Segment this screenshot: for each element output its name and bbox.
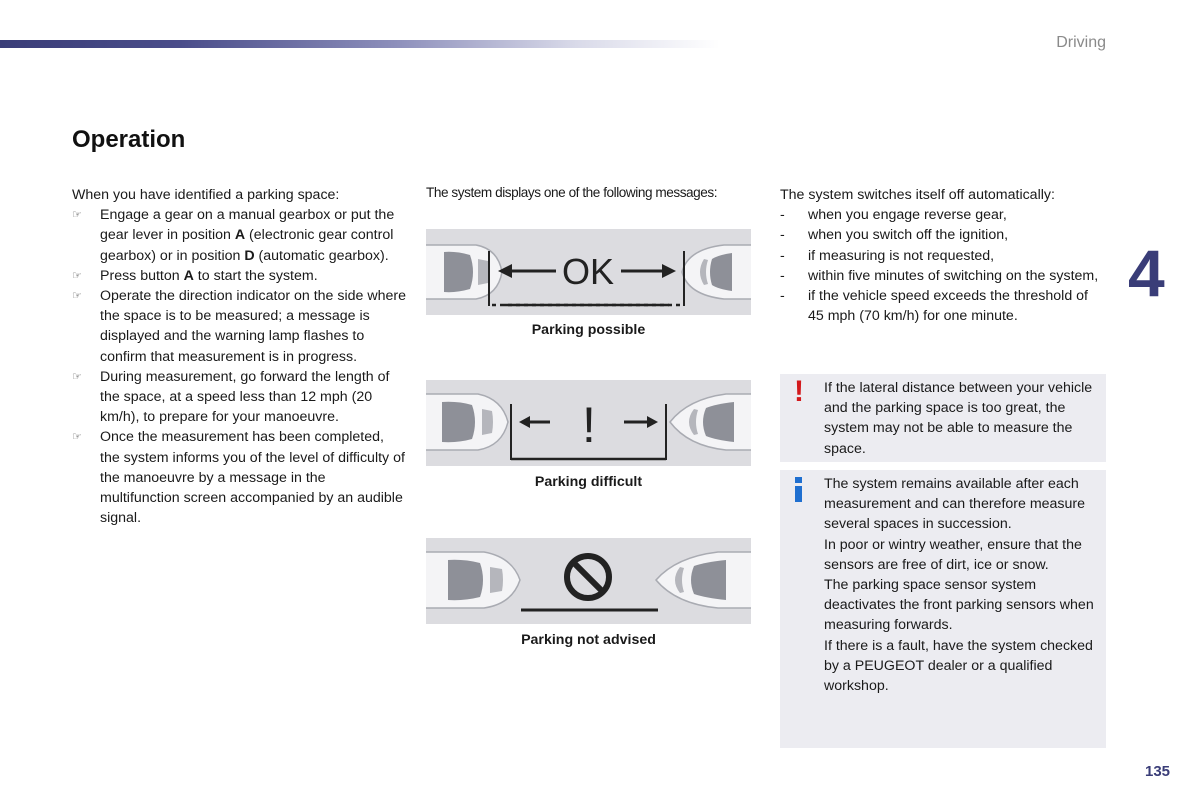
exclamation-symbol: ! [582, 397, 596, 453]
list-item [72, 367, 407, 428]
item-text: Engage a gear on a manual gearbox or put the gear lever in position [100, 207, 395, 244]
item-text: if the vehicle speed exceeds the threshold of 45 mph (70 km/h) for one minute. [808, 288, 1088, 325]
item-text: Operate the direction indicator on the side where the space is to be measured; a message is displayed and the warning lamp flashes to confirm that measurement is in progress. [100, 288, 407, 365]
instructions-intro: When you have identified a parking space: [72, 187, 340, 203]
parking-not-advised-caption: Parking not advised [521, 632, 656, 648]
parked-car-rear-icon [426, 552, 520, 608]
pointing-hand-icon: ☞ [72, 209, 82, 222]
parking-possible-diagram [426, 229, 751, 315]
parking-possible-caption: Parking possible [531, 322, 646, 338]
item-text: During measurement, go forward the length of the space, at a speed less than 12 mph (20 km/h), to prepare for your manoeuvre. [100, 368, 390, 426]
info-text: In poor or wintry weather, ensure that the sensors are free of dirt, ice or snow. [824, 536, 1082, 573]
parked-car-front-icon [656, 552, 751, 608]
position-label: D [244, 247, 255, 264]
pointing-hand-icon: ☞ [72, 290, 82, 303]
parked-car-rear-icon [426, 394, 508, 450]
button-label: A [183, 267, 194, 284]
list-item [780, 205, 1105, 225]
parking-difficult-diagram [426, 380, 751, 466]
item-text: Press button [100, 267, 184, 284]
item-text: when you switch off the ignition, [808, 227, 1009, 244]
pointing-hand-icon: ☞ [72, 269, 82, 282]
prohibited-icon [567, 556, 609, 598]
item-text: (electronic gear control gearbox) or in position [100, 227, 394, 264]
dash-marker: - [780, 207, 785, 224]
dash-marker: - [780, 227, 785, 244]
dash-marker: - [780, 288, 785, 305]
header-gradient-bar [0, 40, 720, 48]
dash-marker: - [780, 247, 785, 264]
parking-difficult-caption: Parking difficult [534, 474, 643, 490]
warning-icon: ! [794, 375, 804, 408]
page-title: Operation [72, 126, 186, 153]
item-text: (automatic gearbox). [254, 247, 389, 264]
pointing-hand-icon: ☞ [72, 370, 82, 383]
position-label: A [234, 227, 246, 244]
item-text: within five minutes of switching on the system, [808, 267, 1099, 284]
instructions-list [72, 205, 407, 528]
pointing-hand-icon: ☞ [72, 431, 82, 444]
list-item [780, 246, 1105, 266]
info-text: The parking space sensor system deactivates the front parking sensors when measuring forwards. [824, 577, 1094, 634]
info-icon [795, 477, 803, 502]
page-number: 135 [1145, 763, 1171, 780]
parking-not-advised-diagram [426, 538, 751, 624]
list-item [72, 427, 407, 528]
auto-off-intro: The system switches itself off automatically: [780, 187, 1055, 203]
item-text: if measuring is not requested, [808, 247, 995, 264]
chapter-number: 4 [1128, 236, 1163, 310]
list-item [780, 266, 1105, 286]
list-item [72, 205, 407, 266]
list-item [780, 225, 1105, 245]
auto-off-column [780, 185, 1105, 326]
warning-text: If the lateral distance between your vehicle and the parking space is too great, the system may not be able to measure the space. [824, 380, 1093, 457]
info-text: The system remains available after each measurement and can therefore measure several spaces in succession. [824, 476, 1086, 533]
item-text: to start the system. [193, 267, 318, 284]
parked-car-front-icon [682, 245, 751, 299]
list-item [780, 286, 1105, 326]
info-note [780, 470, 1106, 748]
item-text: when you engage reverse gear, [808, 207, 1007, 224]
ok-symbol: OK [561, 251, 615, 292]
warning-note [780, 374, 1106, 462]
auto-off-list [780, 205, 1105, 326]
list-item [72, 266, 407, 286]
messages-intro: The system displays one of the following messages: [426, 185, 718, 200]
info-text: If there is a fault, have the system checked by a PEUGEOT dealer or a qualified workshop. [824, 637, 1093, 695]
parked-car-rear-icon [426, 245, 502, 299]
section-title: Driving [1056, 34, 1106, 51]
instructions-column [72, 185, 407, 528]
dash-marker: - [780, 267, 785, 284]
parked-car-front-icon [670, 394, 751, 450]
item-text: Once the measurement has been completed, the system informs you of the level of difficulty of the manoeuvre by a message in the multifunction screen accompanied by an audible signal. [100, 429, 405, 527]
list-item [72, 286, 407, 367]
